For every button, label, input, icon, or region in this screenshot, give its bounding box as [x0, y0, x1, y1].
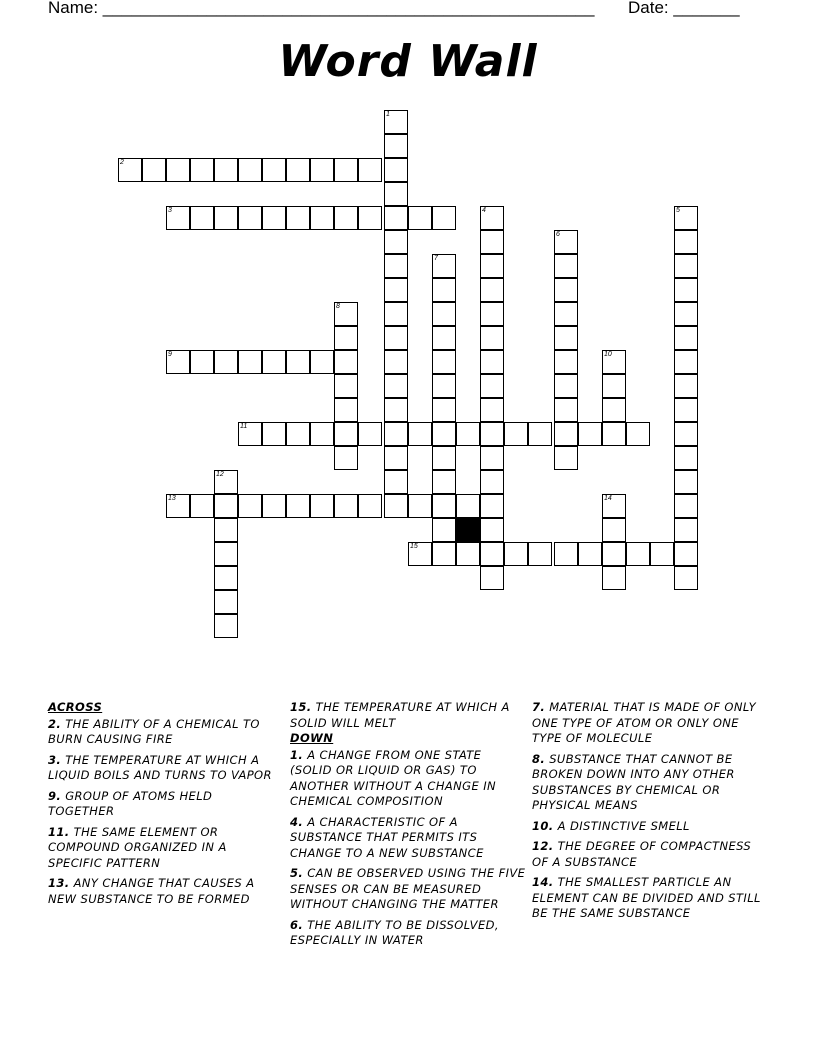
grid-cell[interactable]	[384, 470, 408, 494]
grid-cell[interactable]	[262, 350, 286, 374]
grid-cell[interactable]	[554, 326, 578, 350]
grid-cell[interactable]	[432, 350, 456, 374]
grid-cell[interactable]	[480, 398, 504, 422]
cell-number: 13	[168, 495, 176, 502]
grid-cell[interactable]	[674, 446, 698, 470]
grid-cell[interactable]	[480, 446, 504, 470]
grid-cell[interactable]	[334, 398, 358, 422]
grid-cell[interactable]	[238, 158, 262, 182]
grid-cell[interactable]	[384, 422, 408, 446]
clue-down-8: 8. SUBSTANCE THAT CANNOT BE BROKEN DOWN INTO ANY OTHER SUBSTANCES BY CHEMICAL OR PHYSICAL MEANS	[532, 751, 735, 812]
grid-cell[interactable]	[578, 422, 602, 446]
grid-cell[interactable]	[602, 374, 626, 398]
grid-cell[interactable]	[432, 446, 456, 470]
grid-cell[interactable]	[190, 158, 214, 182]
grid-cell[interactable]	[384, 446, 408, 470]
black-square	[456, 518, 480, 542]
grid-cell[interactable]	[166, 206, 190, 230]
cell-number: 9	[168, 351, 172, 358]
grid-cell[interactable]	[262, 158, 286, 182]
grid-cell[interactable]	[214, 566, 238, 590]
grid-cell[interactable]	[432, 398, 456, 422]
grid-cell[interactable]	[408, 422, 432, 446]
grid-cell[interactable]	[674, 206, 698, 230]
grid-cell[interactable]	[358, 206, 382, 230]
grid-cell[interactable]	[334, 350, 358, 374]
grid-cell[interactable]	[432, 422, 456, 446]
grid-cell[interactable]	[432, 326, 456, 350]
grid-cell[interactable]	[334, 158, 358, 182]
grid-cell[interactable]	[674, 398, 698, 422]
grid-cell[interactable]	[480, 254, 504, 278]
grid-cell[interactable]	[408, 206, 432, 230]
grid-cell[interactable]	[384, 158, 408, 182]
grid-cell[interactable]	[384, 374, 408, 398]
grid-cell[interactable]	[166, 350, 190, 374]
grid-cell[interactable]	[384, 350, 408, 374]
grid-cell[interactable]	[384, 206, 408, 230]
grid-cell[interactable]	[674, 326, 698, 350]
clue-across-15: 15. THE TEMPERATURE AT WHICH A SOLID WILL MELT	[290, 700, 510, 730]
clue-down-6: 6. THE ABILITY TO BE DISSOLVED, ESPECIALLY IN WATER	[290, 917, 499, 947]
grid-cell[interactable]	[358, 158, 382, 182]
grid-cell[interactable]	[626, 422, 650, 446]
grid-cell[interactable]	[674, 230, 698, 254]
grid-cell[interactable]	[166, 158, 190, 182]
grid-cell[interactable]	[480, 302, 504, 326]
grid-cell[interactable]	[554, 302, 578, 326]
clues-column-2	[290, 700, 526, 954]
grid-cell[interactable]	[554, 374, 578, 398]
cell-number: 10	[604, 351, 612, 358]
grid-cell[interactable]	[480, 374, 504, 398]
grid-cell[interactable]	[408, 542, 432, 566]
grid-cell[interactable]	[286, 494, 310, 518]
cell-number: 8	[336, 303, 340, 310]
grid-cell[interactable]	[674, 518, 698, 542]
clue-down-4: 4. A CHARACTERISTIC OF A SUBSTANCE THAT PERMITS ITS CHANGE TO A NEW SUBSTANCE	[290, 814, 484, 860]
cell-number: 7	[434, 255, 438, 262]
grid-cell[interactable]	[286, 350, 310, 374]
clues-column-3	[532, 700, 768, 927]
grid-cell[interactable]	[190, 494, 214, 518]
grid-cell[interactable]	[504, 422, 528, 446]
grid-cell[interactable]	[432, 206, 456, 230]
clue-down-12: 12. THE DEGREE OF COMPACTNESS OF A SUBSTANCE	[532, 839, 752, 869]
grid-cell[interactable]	[602, 518, 626, 542]
grid-cell[interactable]	[214, 614, 238, 638]
cell-number: 15	[410, 543, 418, 550]
grid-cell[interactable]	[384, 494, 408, 518]
grid-cell[interactable]	[214, 518, 238, 542]
grid-cell[interactable]	[214, 494, 238, 518]
grid-cell[interactable]	[602, 566, 626, 590]
grid-cell[interactable]	[432, 470, 456, 494]
grid-cell[interactable]	[286, 422, 310, 446]
cell-number: 2	[120, 159, 124, 166]
grid-cell[interactable]	[432, 302, 456, 326]
grid-cell[interactable]	[480, 230, 504, 254]
clue-across-13: 13. ANY CHANGE THAT CAUSES A NEW SUBSTANCE TO BE FORMED	[48, 876, 255, 906]
grid-cell[interactable]	[432, 278, 456, 302]
grid-cell[interactable]	[238, 206, 262, 230]
grid-cell[interactable]	[310, 350, 334, 374]
grid-cell[interactable]	[456, 422, 480, 446]
grid-cell[interactable]	[142, 158, 166, 182]
grid-cell[interactable]	[456, 542, 480, 566]
grid-cell[interactable]	[358, 422, 382, 446]
grid-cell[interactable]	[602, 422, 626, 446]
grid-cell[interactable]	[262, 422, 286, 446]
grid-cell[interactable]	[190, 350, 214, 374]
grid-cell[interactable]	[432, 494, 456, 518]
grid-cell[interactable]	[310, 494, 334, 518]
grid-cell[interactable]	[214, 542, 238, 566]
grid-cell[interactable]	[384, 302, 408, 326]
grid-cell[interactable]	[674, 566, 698, 590]
grid-cell[interactable]	[554, 230, 578, 254]
grid-cell[interactable]	[310, 206, 334, 230]
grid-cell[interactable]	[432, 374, 456, 398]
grid-cell[interactable]	[384, 110, 408, 134]
cell-number: 11	[240, 423, 248, 430]
grid-cell[interactable]	[674, 350, 698, 374]
grid-cell[interactable]	[554, 542, 578, 566]
grid-cell[interactable]	[118, 158, 142, 182]
grid-cell[interactable]	[554, 254, 578, 278]
grid-cell[interactable]	[408, 494, 432, 518]
grid-cell[interactable]	[238, 422, 262, 446]
clue-across-2: 2. THE ABILITY OF A CHEMICAL TO BURN CAUSING FIRE	[48, 716, 260, 746]
grid-cell[interactable]	[238, 494, 262, 518]
clue-across-11: 11. THE SAME ELEMENT OR COMPOUND ORGANIZED IN A SPECIFIC PATTERN	[48, 824, 227, 870]
clue-down-5: 5. CAN BE OBSERVED USING THE FIVE SENSES OR CAN BE MEASURED WITHOUT CHANGING THE MATTER	[290, 866, 526, 911]
grid-cell[interactable]	[262, 206, 286, 230]
cell-number: 5	[676, 207, 680, 214]
grid-cell[interactable]	[214, 350, 238, 374]
grid-cell[interactable]	[602, 542, 626, 566]
grid-cell[interactable]	[310, 422, 334, 446]
grid-cell[interactable]	[456, 494, 480, 518]
across-heading: ACROSS	[48, 700, 103, 714]
grid-cell[interactable]	[384, 326, 408, 350]
grid-cell[interactable]	[554, 422, 578, 446]
grid-cell[interactable]	[602, 398, 626, 422]
grid-cell[interactable]	[674, 470, 698, 494]
cell-number: 1	[386, 111, 390, 118]
grid-cell[interactable]	[602, 350, 626, 374]
clue-down-14: 14. THE SMALLEST PARTICLE AN ELEMENT CAN BE DIVIDED AND STILL BE THE SAME SUBSTANCE	[532, 875, 761, 920]
grid-cell[interactable]	[504, 542, 528, 566]
grid-cell[interactable]	[480, 278, 504, 302]
clue-down-10: 10. A DISTINCTIVE SMELL	[532, 818, 690, 833]
grid-cell[interactable]	[480, 566, 504, 590]
grid-cell[interactable]	[480, 470, 504, 494]
grid-cell[interactable]	[334, 326, 358, 350]
grid-cell[interactable]	[626, 542, 650, 566]
grid-cell[interactable]	[214, 206, 238, 230]
grid-cell[interactable]	[334, 494, 358, 518]
grid-cell[interactable]	[554, 398, 578, 422]
clues-column-1	[48, 700, 276, 912]
grid-cell[interactable]	[480, 422, 504, 446]
grid-cell[interactable]	[480, 350, 504, 374]
grid-cell[interactable]	[214, 470, 238, 494]
grid-cell[interactable]	[674, 302, 698, 326]
grid-cell[interactable]	[190, 206, 214, 230]
grid-cell[interactable]	[674, 278, 698, 302]
cell-number: 12	[216, 471, 224, 478]
grid-cell[interactable]	[674, 422, 698, 446]
grid-cell[interactable]	[166, 494, 190, 518]
grid-cell[interactable]	[384, 398, 408, 422]
grid-cell[interactable]	[286, 158, 310, 182]
grid-cell[interactable]	[214, 590, 238, 614]
grid-cell[interactable]	[480, 326, 504, 350]
clue-down-1: 1. A CHANGE FROM ONE STATE (SOLID OR LIQUID OR GAS) TO ANOTHER WITHOUT A CHANGE IN CHEMICAL COMPOSITION	[290, 747, 496, 808]
grid-cell[interactable]	[384, 254, 408, 278]
grid-cell[interactable]	[334, 302, 358, 326]
grid-cell[interactable]	[384, 182, 408, 206]
grid-cell[interactable]	[674, 494, 698, 518]
grid-cell[interactable]	[674, 254, 698, 278]
grid-cell[interactable]	[262, 494, 286, 518]
grid-cell[interactable]	[432, 518, 456, 542]
grid-cell[interactable]	[528, 422, 552, 446]
grid-cell[interactable]	[554, 446, 578, 470]
grid-cell[interactable]	[238, 350, 262, 374]
grid-cell[interactable]	[310, 158, 334, 182]
clue-down-7: 7. MATERIAL THAT IS MADE OF ONLY ONE TYPE OF ATOM OR ONLY ONE TYPE OF MOLECULE	[532, 700, 756, 745]
grid-cell[interactable]	[334, 374, 358, 398]
cell-number: 3	[168, 207, 172, 214]
grid-cell[interactable]	[480, 494, 504, 518]
grid-cell[interactable]	[480, 542, 504, 566]
grid-cell[interactable]	[432, 254, 456, 278]
date-field[interactable]: Date: _______	[628, 0, 740, 17]
grid-cell[interactable]	[554, 350, 578, 374]
grid-cell[interactable]	[286, 206, 310, 230]
grid-cell[interactable]	[674, 374, 698, 398]
grid-cell[interactable]	[334, 446, 358, 470]
grid-cell[interactable]	[334, 422, 358, 446]
clue-across-9: 9. GROUP OF ATOMS HELD TOGETHER	[48, 788, 213, 818]
cell-number: 4	[482, 207, 486, 214]
grid-cell[interactable]	[480, 518, 504, 542]
grid-cell[interactable]	[528, 542, 552, 566]
grid-cell[interactable]	[384, 134, 408, 158]
page-title: Word Wall	[278, 36, 538, 87]
grid-cell[interactable]	[384, 230, 408, 254]
grid-cell[interactable]	[650, 542, 674, 566]
grid-cell[interactable]	[214, 158, 238, 182]
cell-number: 14	[604, 495, 612, 502]
grid-cell[interactable]	[334, 206, 358, 230]
grid-cell[interactable]	[480, 206, 504, 230]
grid-cell[interactable]	[578, 542, 602, 566]
grid-cell[interactable]	[384, 278, 408, 302]
grid-cell[interactable]	[554, 278, 578, 302]
cell-number: 6	[556, 231, 560, 238]
name-field[interactable]: Name: ____________________________________________________	[48, 0, 595, 17]
grid-cell[interactable]	[432, 542, 456, 566]
grid-cell[interactable]	[674, 542, 698, 566]
down-heading: DOWN	[290, 731, 334, 745]
clue-across-3: 3. THE TEMPERATURE AT WHICH A LIQUID BOILS AND TURNS TO VAPOR	[48, 752, 272, 782]
grid-cell[interactable]	[602, 494, 626, 518]
grid-cell[interactable]	[358, 494, 382, 518]
